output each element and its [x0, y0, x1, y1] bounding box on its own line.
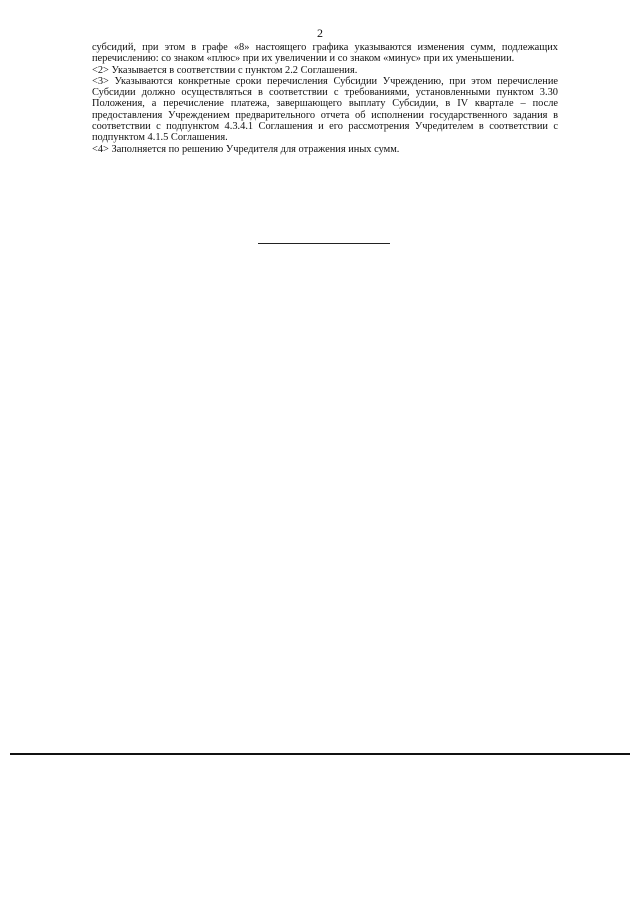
footnote-3: <3> Указываются конкретные сроки перечисления Субсидии Учреждению, при этом перечисление Субсидии должно осуществляться в соответствии с требованиями, установленными пунктом 3.30 Положения, а перечисление платежа, завершающего выплату Субсидии, в IV квартале – после предоставления Учреждением предварительного отчета об исполнении государственного задания в соответствии с подпунктом 4.3.4.1 Соглашения и его рассмотрения Учредителем в соответствии с подпунктом 4.1.5 Соглашения.	[92, 75, 558, 144]
page-number: 2	[317, 26, 323, 40]
footnote-4: <4> Заполняется по решению Учредителя для отражения иных сумм.	[92, 143, 400, 155]
footnotes-block	[92, 42, 558, 155]
footnote-1-continuation: субсидий, при этом в графе «8» настоящего графика указываются изменения сумм, подлежащих перечислению: со знаком «плюс» при их увеличении и со знаком «минус» при их уменьшении.	[92, 42, 558, 65]
footnote-separator-line	[258, 243, 390, 244]
page-bottom-border-line	[10, 753, 630, 755]
footnote-2: <2> Указывается в соответствии с пунктом 2.2 Соглашения.	[92, 64, 358, 76]
